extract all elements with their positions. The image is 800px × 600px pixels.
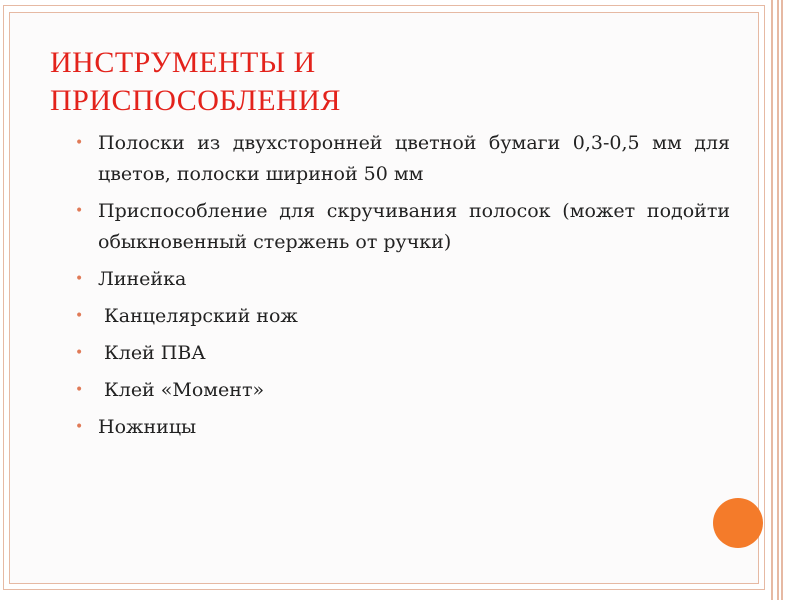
list-item-text: Полоски из двухсторонней цветной бумаги 0,3-0,5 мм для цветов, полоски шириной 50 мм	[98, 132, 730, 185]
list-item-text: Приспособление для скручивания полосок (может подойти обыкновенный стержень от ручки)	[98, 200, 730, 253]
bullet-icon: •	[75, 308, 84, 324]
list-item	[75, 301, 730, 332]
list-item-text: Клей ПВА	[98, 342, 206, 364]
side-stripe	[765, 0, 800, 600]
list-item	[75, 412, 730, 443]
slide-title	[50, 44, 730, 120]
title-line-2: ПРИСПОСОБЛЕНИЯ	[50, 84, 341, 117]
title-line-1: ИНСТРУМЕНТЫ И	[50, 46, 316, 79]
bullet-icon: •	[75, 345, 84, 361]
list-item	[75, 264, 730, 295]
bullet-icon: •	[75, 203, 84, 219]
list-item	[75, 375, 730, 406]
decorative-circle-icon	[713, 498, 763, 548]
list-item-text: Клей «Момент»	[98, 379, 265, 401]
bullet-icon: •	[75, 382, 84, 398]
stripe-line	[777, 0, 779, 600]
list-item-text: Ножницы	[98, 416, 197, 438]
list-item	[75, 196, 730, 258]
bullet-icon: •	[75, 419, 84, 435]
list-item	[75, 128, 730, 190]
list-item-text: Канцелярский нож	[98, 305, 298, 327]
bullet-icon: •	[75, 135, 84, 151]
list-item	[75, 338, 730, 369]
stripe-line	[781, 0, 783, 600]
list-item-text: Линейка	[98, 268, 187, 290]
bullet-list	[75, 128, 730, 449]
bullet-icon: •	[75, 271, 84, 287]
stripe-line	[771, 0, 773, 600]
